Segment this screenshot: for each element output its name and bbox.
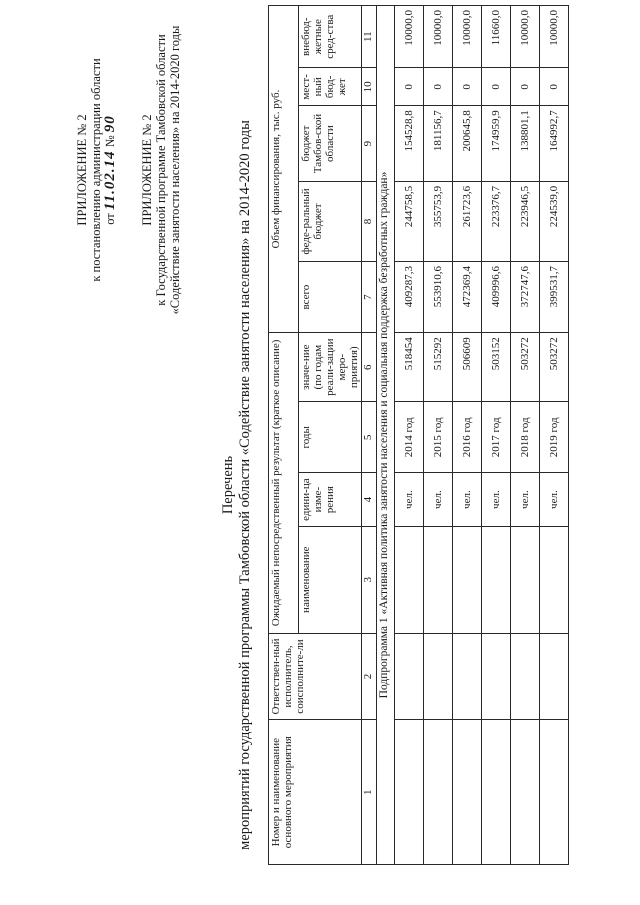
extrabudget-cell: 10000,0 [453,6,482,68]
total-cell: 399531,7 [540,261,569,332]
federal-cell: 261723,6 [453,181,482,261]
measure-cell [482,720,511,865]
regional-cell: 154528,8 [395,106,424,182]
executor-cell [482,633,511,720]
column-number: 8 [362,181,377,261]
extrabudget-cell: 11660,0 [482,6,511,68]
header-executor: Ответствен-ный исполнитель, соисполните-ли [269,633,362,720]
regional-cell: 138801,1 [511,106,540,182]
result-name-cell [453,526,482,633]
year-cell: 2014 год [395,402,424,473]
header-local: мест-ный бюд-жет [299,68,362,106]
column-number: 3 [362,526,377,633]
federal-cell: 224539,0 [540,181,569,261]
measure-cell [424,720,453,865]
executor-cell [424,633,453,720]
column-number: 1 [362,720,377,865]
executor-cell [453,633,482,720]
header-value: значе-ние (по годам реали-зации меро-приятия) [299,333,362,402]
column-number: 5 [362,402,377,473]
header-unit: едини-ца изме-рения [299,473,362,526]
value-cell: 503272 [540,333,569,402]
result-name-cell [482,526,511,633]
handwritten-date: 11.02.14 [102,150,118,211]
header-extrabudget: внебюд-жетные сред-ства [299,6,362,68]
annex-header-decree [75,25,117,315]
column-number: 6 [362,333,377,402]
executor-cell [540,633,569,720]
extrabudget-cell: 10000,0 [511,6,540,68]
local-cell: 0 [453,68,482,106]
executor-cell [511,633,540,720]
annex-header-program [140,25,182,315]
annex-title: ПРИЛОЖЕНИЕ № 2 [75,114,89,226]
measure-cell [511,720,540,865]
federal-cell: 223946,5 [511,181,540,261]
subprogram-title: Подпрограмма 1 «Активная политика занятости населения и социальная поддержка безработных граждан» [377,6,395,865]
total-cell: 409996,6 [482,261,511,332]
result-name-cell [395,526,424,633]
year-cell: 2018 год [511,402,540,473]
column-number: 2 [362,633,377,720]
header-years: годы [299,402,362,473]
annex-program-line3: «Содействие занятости населения» на 2014-2020 годы [168,25,182,315]
local-cell: 0 [424,68,453,106]
value-cell: 515292 [424,333,453,402]
value-cell: 503272 [511,333,540,402]
extrabudget-cell: 10000,0 [424,6,453,68]
total-cell: 472369,4 [453,261,482,332]
annex-program-line2: к Государственной программе Тамбовской области [154,34,168,306]
header-total: всего [299,261,362,332]
result-name-cell [511,526,540,633]
column-number: 11 [362,6,377,68]
measure-cell [395,720,424,865]
executor-cell [395,633,424,720]
year-cell: 2019 год [540,402,569,473]
column-number: 10 [362,68,377,106]
column-number-row [362,6,377,865]
total-cell: 409287,3 [395,261,424,332]
value-cell: 506609 [453,333,482,402]
header-expected-results: Ожидаемый непосредственный результат (краткое описание) [269,333,299,633]
table-row [424,6,453,865]
local-cell: 0 [482,68,511,106]
title-line1: Перечень [220,455,236,515]
extrabudget-cell: 10000,0 [540,6,569,68]
local-cell: 0 [540,68,569,106]
result-name-cell [424,526,453,633]
local-cell: 0 [511,68,540,106]
table-row [453,6,482,865]
regional-cell: 200645,8 [453,106,482,182]
header-measure: Номер и наименование основного мероприятия [269,720,362,865]
document-title [220,105,254,865]
total-cell: 372747,6 [511,261,540,332]
header-financing: Объем финансирования, тыс. руб. [269,6,299,333]
measure-cell [453,720,482,865]
annex-program-title: ПРИЛОЖЕНИЕ № 2 [140,114,154,226]
header-regional: бюджет Тамбов-ской области [299,106,362,182]
value-cell: 503152 [482,333,511,402]
header-federal: феде-ральный бюджет [299,181,362,261]
table-row [482,6,511,865]
value-cell: 518454 [395,333,424,402]
federal-cell: 244758,5 [395,181,424,261]
regional-cell: 174959,9 [482,106,511,182]
measure-cell [540,720,569,865]
regional-cell: 181156,7 [424,106,453,182]
year-cell: 2015 год [424,402,453,473]
unit-cell: чел. [540,473,569,526]
column-number: 9 [362,106,377,182]
column-number: 7 [362,261,377,332]
federal-cell: 355753,9 [424,181,453,261]
table-row [540,6,569,865]
extrabudget-cell: 10000,0 [395,6,424,68]
unit-cell: чел. [453,473,482,526]
subprogram-row [377,6,395,865]
annex-date-line: от 11.02.14 № 90 [102,115,118,225]
header-result-name: наименование [299,526,362,633]
table-row [395,6,424,865]
column-number: 4 [362,473,377,526]
unit-cell: чел. [424,473,453,526]
regional-cell: 164992,7 [540,106,569,182]
local-cell: 0 [395,68,424,106]
year-cell: 2017 год [482,402,511,473]
year-cell: 2016 год [453,402,482,473]
title-line2: мероприятий государственной программы Тамбовской области «Содействие занятости населения» на 2014-2020 годы [237,120,253,850]
measures-table [268,5,569,865]
unit-cell: чел. [482,473,511,526]
table-row [511,6,540,865]
handwritten-number: 90 [102,115,118,133]
unit-cell: чел. [511,473,540,526]
federal-cell: 223376,7 [482,181,511,261]
total-cell: 553910,6 [424,261,453,332]
annex-subtitle: к постановлению администрации области [89,58,103,282]
unit-cell: чел. [395,473,424,526]
result-name-cell [540,526,569,633]
